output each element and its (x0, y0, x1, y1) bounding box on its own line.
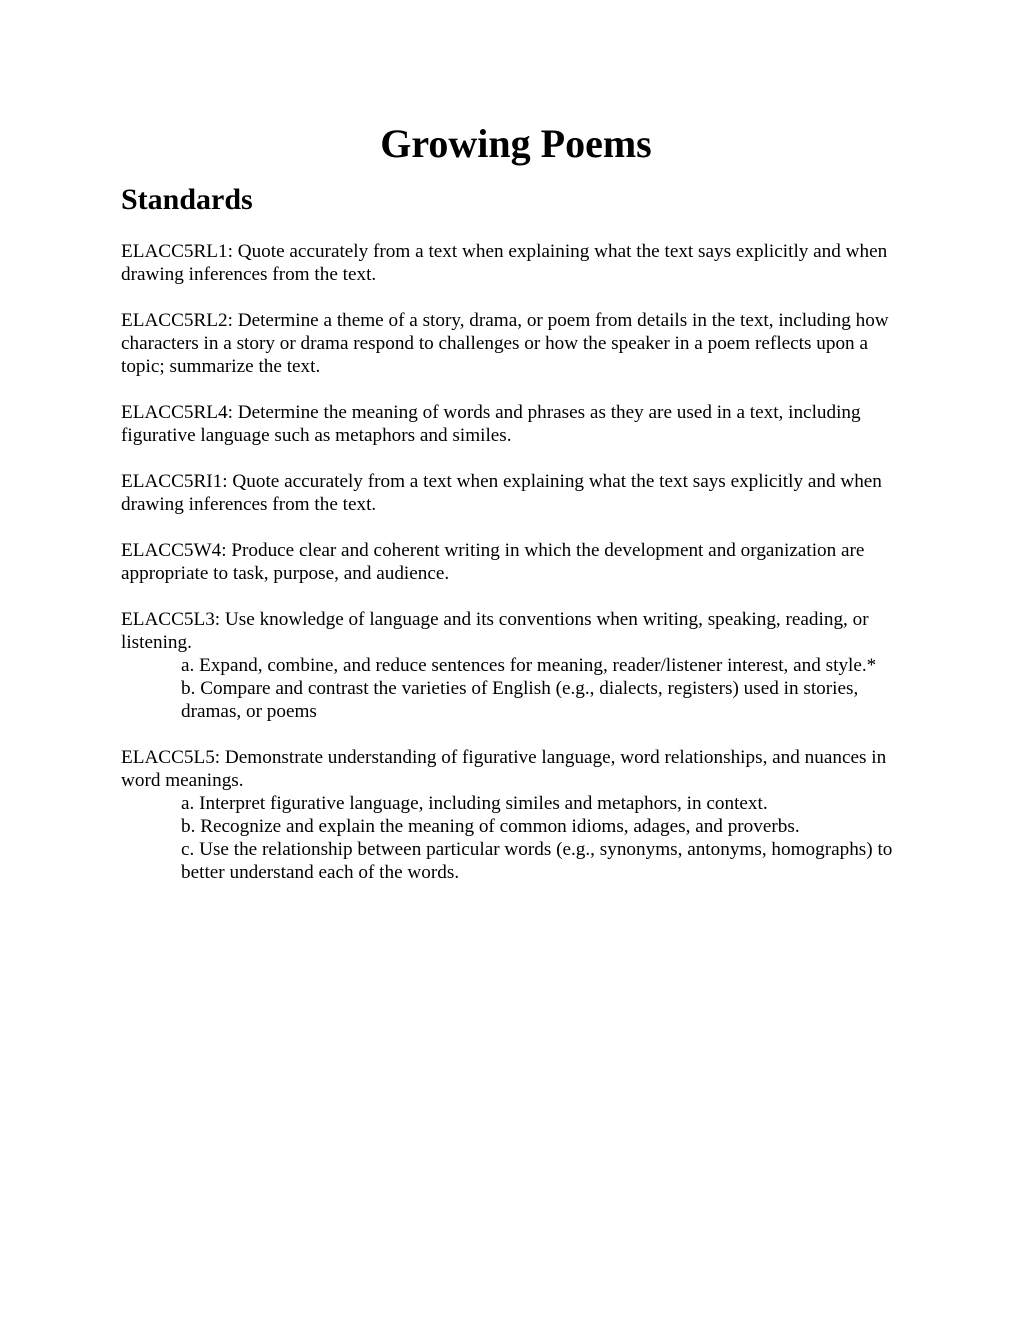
standard-sub-item: b. Compare and contrast the varieties of English (e.g., dialects, registers) used in stories, dramas, or poems (181, 678, 859, 722)
standard-sub-items (121, 654, 911, 723)
standard-item (121, 539, 911, 585)
page-title: Growing Poems (380, 121, 652, 166)
standard-item (121, 309, 911, 378)
standard-sub-item: b. Recognize and explain the meaning of common idioms, adages, and proverbs. (181, 816, 800, 837)
standard-text: ELACC5L3: Use knowledge of language and its conventions when writing, speaking, reading, or listening. (121, 609, 869, 653)
standard-text: ELACC5W4: Produce clear and coherent writing in which the development and organization are appropriate to task, purpose, and audience. (121, 540, 865, 584)
standard-item (121, 240, 911, 286)
standard-sub-items (121, 792, 911, 884)
standard-text: ELACC5RL1: Quote accurately from a text when explaining what the text says explicitly and when drawing inferences from the text. (121, 241, 888, 285)
section-heading-standards: Standards (121, 183, 253, 216)
standard-item (121, 401, 911, 447)
standard-item (121, 608, 911, 723)
standard-sub-item: a. Interpret figurative language, including similes and metaphors, in context. (181, 793, 768, 814)
standard-item (121, 470, 911, 516)
standard-sub-item: c. Use the relationship between particular words (e.g., synonyms, antonyms, homographs) to better understand each of the words. (181, 839, 893, 883)
standard-text: ELACC5RL2: Determine a theme of a story, drama, or poem from details in the text, including how characters in a story or drama respond to challenges or how the speaker in a poem reflects upon a topic; summarize the text. (121, 310, 889, 377)
standard-sub-item: a. Expand, combine, and reduce sentences for meaning, reader/listener interest, and style.* (181, 655, 877, 676)
standard-text: ELACC5RL4: Determine the meaning of words and phrases as they are used in a text, including figurative language such as metaphors and similes. (121, 402, 861, 446)
document-page (121, 118, 911, 907)
standard-text: ELACC5RI1: Quote accurately from a text when explaining what the text says explicitly and when drawing inferences from the text. (121, 471, 882, 515)
standard-text: ELACC5L5: Demonstrate understanding of figurative language, word relationships, and nuances in word meanings. (121, 747, 887, 791)
standards-list (121, 240, 911, 884)
standard-item (121, 746, 911, 884)
